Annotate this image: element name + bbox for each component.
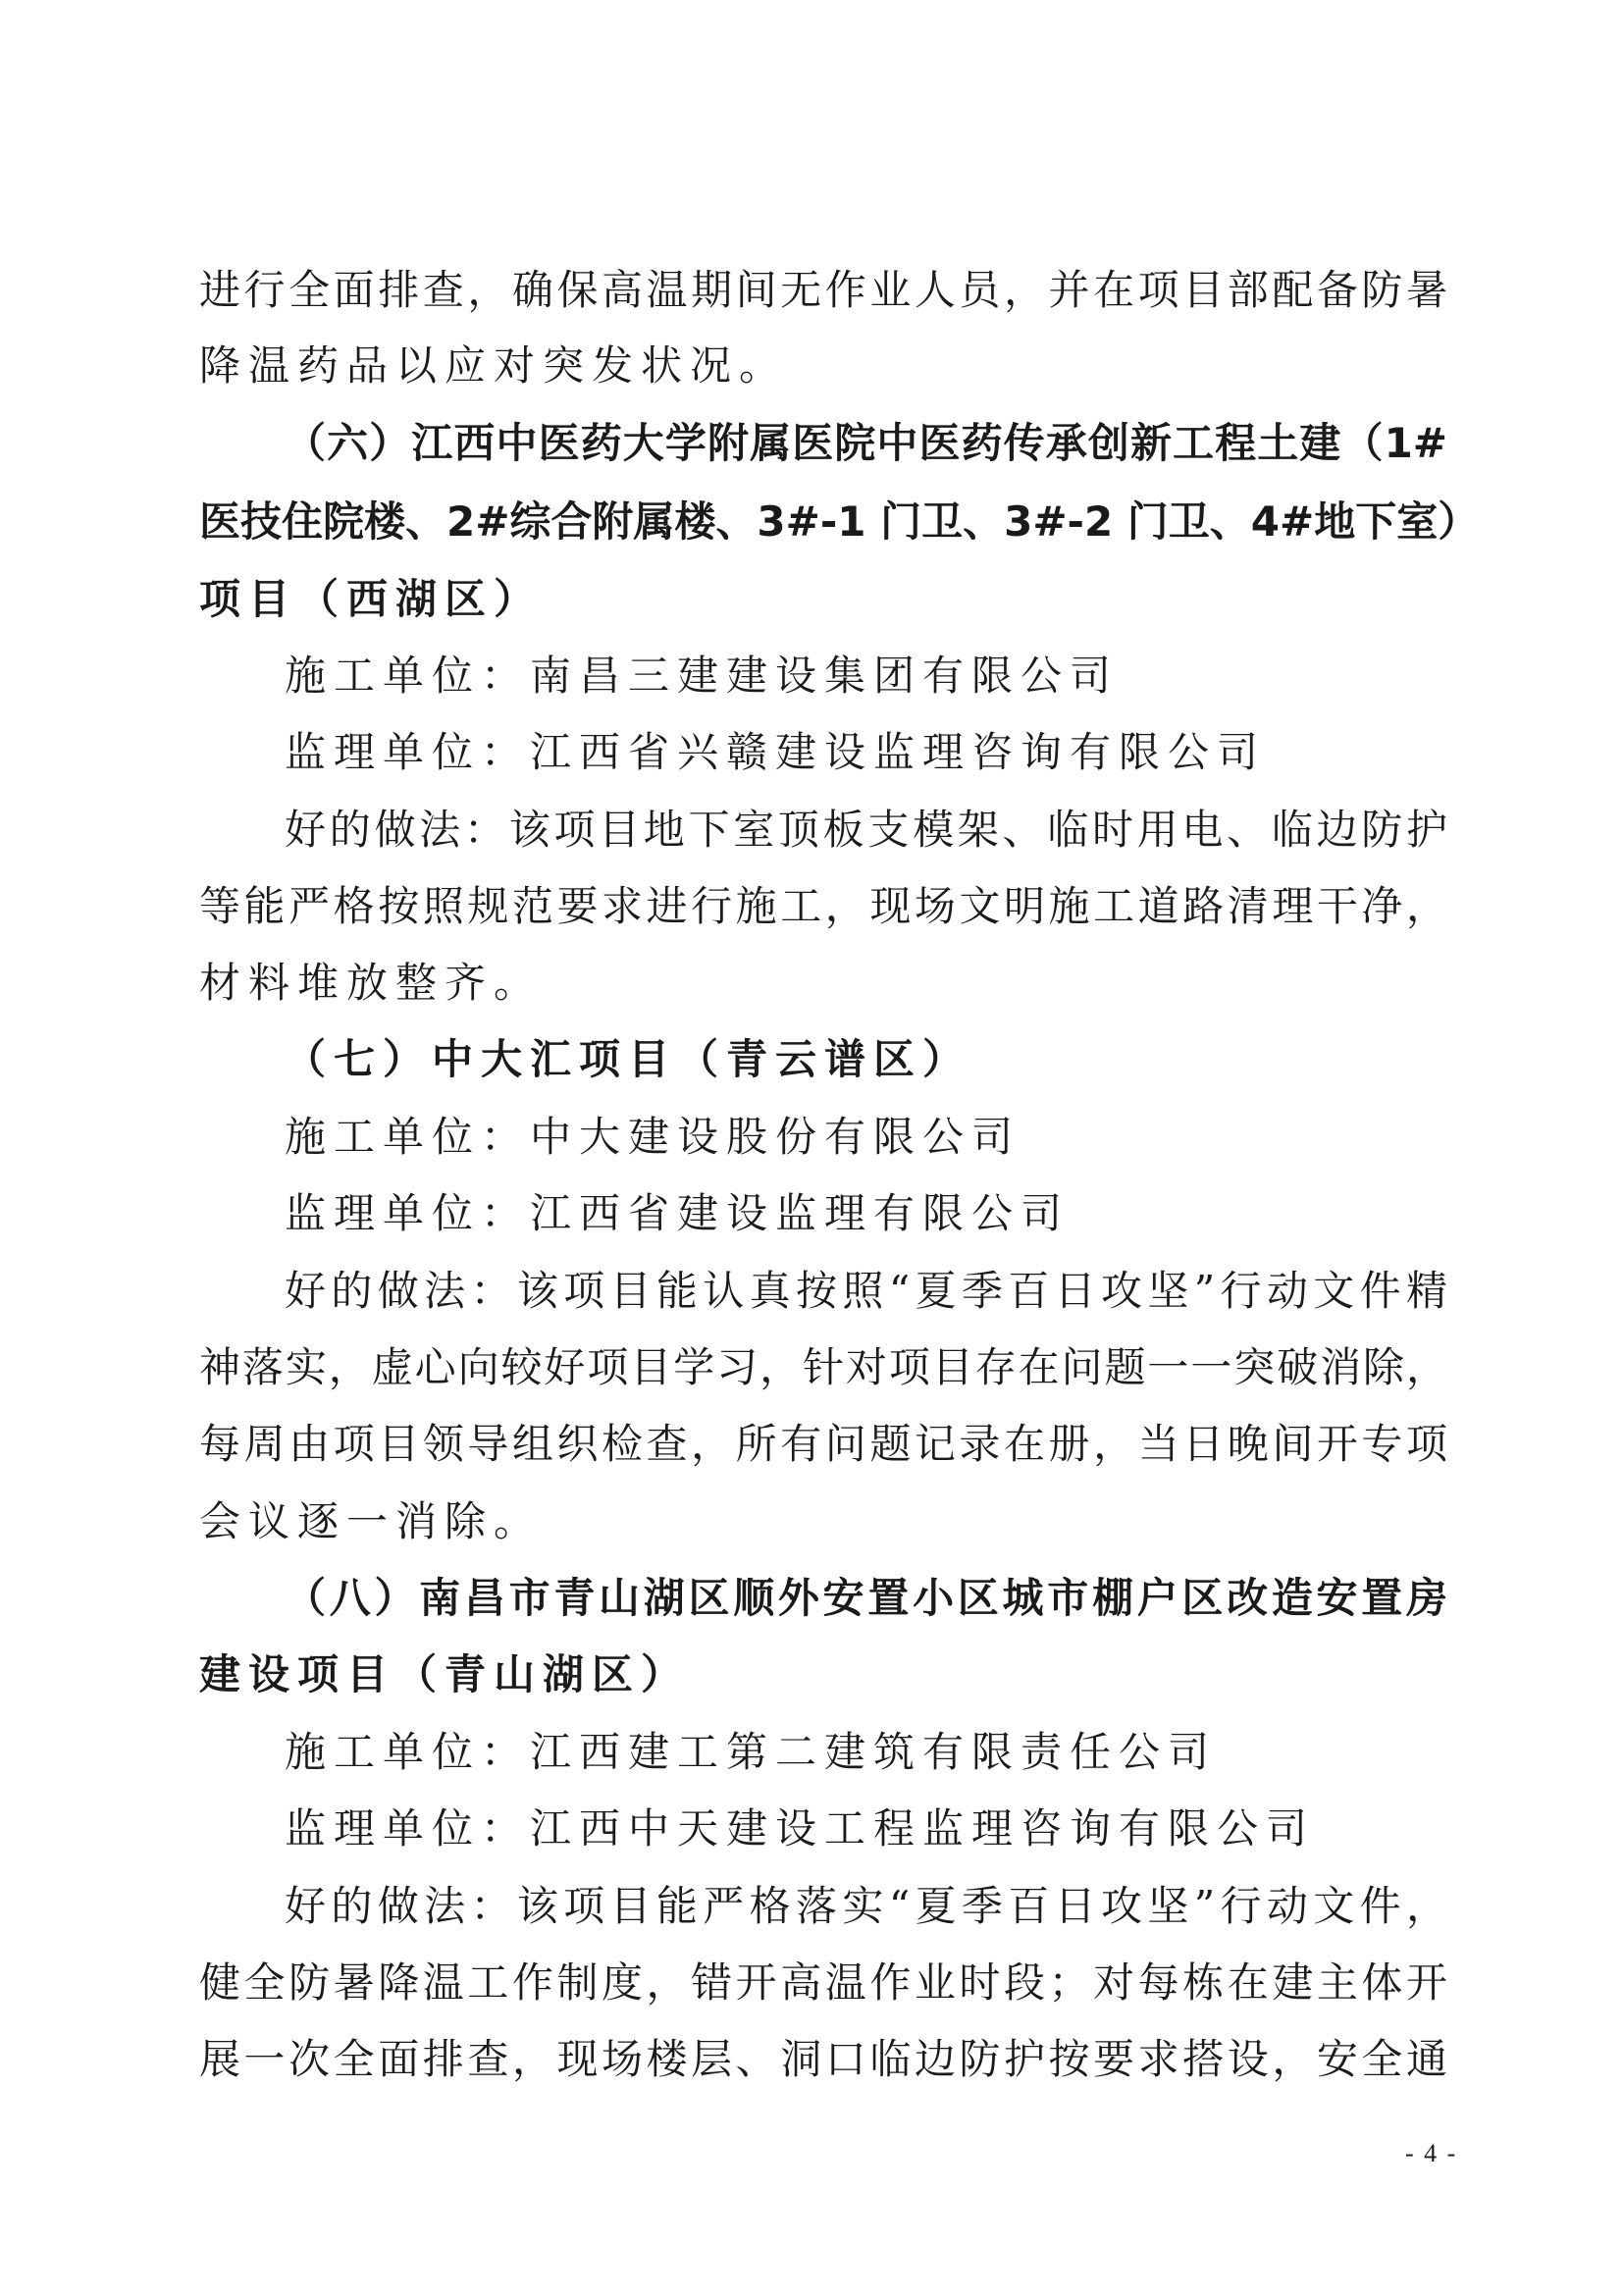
supervision-unit: 监理单位：江西中天建设工程监理咨询有限公司 xyxy=(285,1804,1316,1852)
section-heading-6: （六）江西中医药大学附属医院中医药传承创新工程土建（1# xyxy=(285,419,1447,467)
construction-unit: 施工单位：中大建设股份有限公司 xyxy=(285,1113,1021,1161)
page-number: - 4 - xyxy=(1405,2139,1458,2167)
good-practice: 好的做法：该项目能认真按照“夏季百日攻坚”行动文件精 xyxy=(285,1267,1447,1315)
good-practice: 好的做法：该项目能严格落实“夏季百日攻坚”行动文件， xyxy=(285,1882,1447,1930)
section-heading-7: （七）中大汇项目（青云谱区） xyxy=(285,1035,972,1083)
body-line: 材料堆放整齐。 xyxy=(199,959,544,1007)
section-heading-6-line: 项目（西湖区） xyxy=(199,575,544,623)
good-practice: 好的做法：该项目地下室顶板支模架、临时用电、临边防护 xyxy=(285,806,1447,854)
supervision-unit: 监理单位：江西省建设监理有限公司 xyxy=(285,1189,1071,1237)
body-line: 每周由项目领导组织检查，所有问题记录在册，当日晚间开专项 xyxy=(199,1420,1447,1468)
section-heading-8-line: 建设项目（青山湖区） xyxy=(199,1650,691,1698)
body-line: 降温药品以应对突发状况。 xyxy=(199,341,789,390)
body-line: 展一次全面排查，现场楼层、洞口临边防护按要求搭设，安全通 xyxy=(199,2035,1447,2083)
body-line: 进行全面排查，确保高温期间无作业人员，并在项目部配备防暑 xyxy=(199,266,1447,314)
construction-unit: 施工单位：江西建工第二建筑有限责任公司 xyxy=(285,1728,1218,1776)
section-heading-6-line: 医技住院楼、2#综合附属楼、3#-1 门卫、3#-2 门卫、4#地下室） xyxy=(199,497,1480,546)
body-line: 等能严格按照规范要求进行施工，现场文明施工道路清理干净， xyxy=(199,882,1447,930)
section-heading-8: （八）南昌市青山湖区顺外安置小区城市棚户区改造安置房 xyxy=(285,1574,1447,1622)
body-line: 健全防暑降温工作制度，错开高温作业时段；对每栋在建主体开 xyxy=(199,1958,1447,2007)
construction-unit: 施工单位：南昌三建建设集团有限公司 xyxy=(285,652,1120,700)
body-line: 神落实，虚心向较好项目学习，针对项目存在问题一一突破消除， xyxy=(199,1343,1447,1391)
body-line: 会议逐一消除。 xyxy=(199,1497,544,1545)
supervision-unit: 监理单位：江西省兴赣建设监理咨询有限公司 xyxy=(285,728,1267,776)
